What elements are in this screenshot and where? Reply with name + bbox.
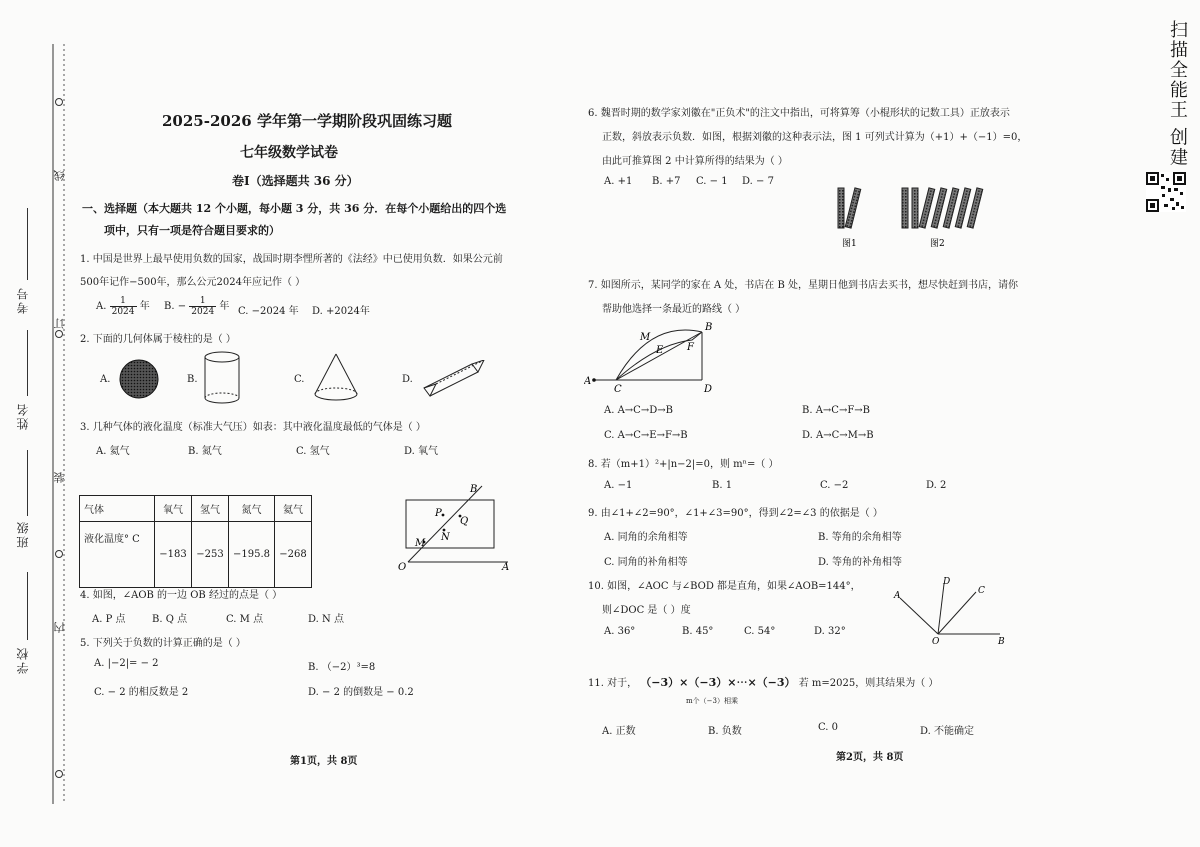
cylinder-figure: [202, 350, 242, 406]
q1-option-c[interactable]: C. −2024 年: [238, 306, 299, 317]
q4-option-c[interactable]: C. M 点: [226, 614, 264, 625]
instructions-line-1: 一、选择题（本大题共 12 个小题，每小题 3 分，共 36 分．在每个小题给出的四个选: [82, 202, 507, 215]
q8-option-d[interactable]: D. 2: [926, 480, 947, 491]
fig4-label-p: P: [435, 508, 442, 519]
scanner-watermark: 扫描全能王 创建: [1167, 20, 1188, 168]
cone-figure: [312, 352, 360, 404]
fig10-label-b: B: [998, 637, 1005, 646]
fig2-caption: 图2: [930, 239, 945, 249]
q11-underbrace-note: m个（−3）相乘: [686, 697, 738, 705]
page-1: [0, 0, 570, 847]
q11-option-c[interactable]: C. 0: [818, 722, 839, 733]
q11-suffix: 若 m=2025，则其结果为（ ）: [798, 678, 939, 689]
angle-aob-figure: [390, 478, 520, 574]
q10-option-d[interactable]: D. 32°: [814, 626, 846, 637]
fig4-label-m: M: [415, 538, 426, 549]
fig7-label-e: E: [656, 345, 664, 356]
q1-option-a[interactable]: A. $\frac{1}{2024}$ 年: [96, 296, 150, 317]
school-label: 学校: [16, 646, 30, 674]
q1-line-2: 500年记作−500年，那么公元2024年应记作（ ）: [80, 277, 306, 288]
right-angles-figure: [892, 574, 1014, 646]
q8-option-a[interactable]: A. −1: [604, 480, 633, 491]
class-label: 班级: [16, 520, 30, 548]
page-1-footer: 第1页，共 8页: [290, 756, 358, 767]
q7-option-a[interactable]: A. A→C→D→B: [604, 405, 673, 416]
fig7-label-f: F: [687, 342, 694, 353]
sphere-figure: [118, 358, 160, 400]
exam-title: 2025-2026 学年第一学期阶段巩固练习题: [162, 112, 452, 130]
q2-option-a[interactable]: A.: [100, 374, 111, 385]
q3-option-b[interactable]: B. 氮气: [188, 446, 222, 457]
q11-option-b[interactable]: B. 负数: [708, 726, 742, 737]
exam-subtitle: 七年级数学试卷: [240, 145, 338, 161]
q8-option-b[interactable]: B. 1: [712, 480, 733, 491]
table-cell: −195.8: [229, 522, 275, 588]
q10-option-a[interactable]: A. 36°: [604, 626, 636, 637]
q3-option-d[interactable]: D. 氧气: [404, 446, 439, 457]
q1-option-b-fraction: $\frac{1}{2024}$: [191, 296, 215, 317]
table-header-cell: 氢气: [192, 496, 229, 522]
q4-option-a[interactable]: A. P 点: [92, 614, 126, 625]
q2-option-d[interactable]: D.: [402, 374, 413, 385]
fig4-label-a: A: [502, 562, 510, 573]
q4-stem: 4. 如图，∠AOB 的一边 OB 经过的点是（ ）: [80, 590, 283, 601]
fig10-label-c: C: [978, 586, 985, 596]
q5-stem: 5. 下列关于负数的计算正确的是（ ）: [80, 638, 246, 649]
fig1-caption: 图1: [842, 239, 857, 249]
fig4-label-q: Q: [460, 516, 469, 527]
fig10-label-o: O: [932, 637, 940, 646]
q9-option-a[interactable]: A. 同角的余角相等: [604, 532, 688, 543]
instructions-line-2: 项中，只有一项是符合题目要求的）: [104, 224, 280, 237]
table-row-label: 液化温度° C: [80, 522, 155, 588]
q1-line-1: 1. 中国是世界上最早使用负数的国家，战国时期李悝所著的《法经》中已使用负数．如果公元前: [80, 254, 503, 265]
q9-option-d[interactable]: D. 等角的补角相等: [818, 557, 903, 568]
fig7-label-c: C: [614, 384, 622, 395]
q3-option-a[interactable]: A. 氦气: [96, 446, 130, 457]
q1-option-a-fraction: $\frac{1}{2024}$: [111, 296, 135, 317]
gas-table: [79, 495, 312, 588]
name-label: 姓名: [16, 402, 30, 430]
fig10-label-a: A: [894, 591, 901, 601]
q6-option-a[interactable]: A. +1: [604, 176, 633, 187]
q2-option-c[interactable]: C.: [294, 374, 305, 385]
q11-prefix: 11. 对于，: [588, 678, 638, 689]
q2-option-b[interactable]: B.: [187, 374, 198, 385]
q10-option-b[interactable]: B. 45°: [682, 626, 714, 637]
q5-option-a[interactable]: A. |−2|= − 2: [94, 658, 159, 669]
fig7-label-d: D: [704, 384, 713, 395]
q3-stem: 3. 几种气体的液化温度（标准大气压）如表：其中液化温度最低的气体是（ ）: [80, 422, 426, 433]
q6-option-c[interactable]: C. − 1: [696, 176, 728, 187]
route-figure: [584, 318, 724, 398]
q9-option-b[interactable]: B. 等角的余角相等: [818, 532, 902, 543]
fig7-label-a: A: [584, 376, 592, 387]
fig10-label-d: D: [943, 577, 951, 587]
q11-expression: （−3）×（−3）×⋯×（−3）: [640, 676, 796, 689]
q11-option-d[interactable]: D. 不能确定: [920, 726, 975, 737]
fig4-label-b: B: [470, 484, 478, 495]
binding-marker-ding: 订: [53, 316, 66, 329]
q5-option-c[interactable]: C. − 2 的相反数是 2: [94, 687, 189, 698]
q7-option-b[interactable]: B. A→C→F→B: [802, 405, 871, 416]
q10-line-1: 10. 如图，∠AOC 与∠BOD 都是直角，如果∠AOB=144°，: [588, 581, 861, 592]
counting-rods-figure: [830, 184, 1010, 250]
exam-number-label: 考号: [16, 286, 30, 314]
q6-line-3: 由此可推算图 2 中计算所得的结果为（ ）: [602, 156, 788, 167]
binding-marker-zhuang: 装: [53, 470, 66, 483]
q5-option-d[interactable]: D. − 2 的倒数是 − 0.2: [308, 687, 414, 698]
table-header-cell: 气体: [80, 496, 155, 522]
fig7-label-m: M: [640, 332, 651, 343]
q4-option-b[interactable]: B. Q 点: [152, 614, 188, 625]
q9-stem: 9. 由∠1+∠2=90°，∠1+∠3=90°，得到∠2=∠3 的依据是（ ）: [588, 508, 883, 519]
q10-line-2: 则∠DOC 是（ ）度: [602, 605, 691, 616]
q7-line-1: 7. 如图所示，某同学的家在 A 处，书店在 B 处，星期日他到书店去买书，想尽快赶到书店，请你: [588, 280, 1019, 291]
q11-option-a[interactable]: A. 正数: [602, 726, 636, 737]
prism-figure: [420, 360, 490, 398]
section-heading: 卷Ⅰ（选择题共 36 分）: [232, 174, 359, 188]
q2-stem: 2. 下面的几何体属于棱柱的是（ ）: [80, 334, 236, 345]
q8-stem: 8. 若（m+1）²+|n−2|=0，则 mⁿ=（ ）: [588, 459, 779, 470]
q6-option-d[interactable]: D. − 7: [742, 176, 774, 187]
q6-line-1: 6. 魏晋时期的数学家刘徽在"正负术"的注文中指出，可将算筹（小棍形状的记数工具）正放表示: [588, 108, 1010, 119]
gas-table-row: [80, 522, 312, 588]
table-header-cell: 氮气: [229, 496, 275, 522]
q3-option-c[interactable]: C. 氢气: [296, 446, 330, 457]
q7-option-c[interactable]: C. A→C→E→F→B: [604, 430, 688, 441]
fig4-label-o: O: [398, 562, 407, 573]
q7-line-2: 帮助他选择一条最近的路线（ ）: [602, 304, 746, 315]
q9-option-c[interactable]: C. 同角的补角相等: [604, 557, 688, 568]
page-2: [580, 0, 1140, 847]
qr-code-icon: [1146, 172, 1186, 212]
page-2-footer: 第2页，共 8页: [836, 752, 904, 763]
fig7-label-b: B: [705, 322, 713, 333]
gas-table-header: [80, 496, 312, 522]
q6-option-b[interactable]: B. +7: [652, 176, 681, 187]
q4-option-d[interactable]: D. N 点: [308, 614, 344, 625]
table-cell: −253: [192, 522, 229, 588]
table-cell: −183: [155, 522, 192, 588]
q8-option-c[interactable]: C. −2: [820, 480, 849, 491]
fig4-label-n: N: [441, 532, 450, 543]
q7-option-d[interactable]: D. A→C→M→B: [802, 430, 874, 441]
binding-marker-xian: 线: [53, 168, 66, 181]
table-header-cell: 氧气: [155, 496, 192, 522]
q1-option-d[interactable]: D. +2024年: [312, 306, 370, 317]
q11-stem: [588, 674, 938, 690]
q5-option-b[interactable]: B. （−2）³=8: [308, 662, 376, 673]
q6-line-2: 正数，斜放表示负数．如图，根据刘徽的这种表示法，图 1 可列式计算为（+1）+（−1）=0，: [602, 132, 1028, 143]
binding-marker-nei: 内: [53, 620, 66, 633]
table-header-cell: 氦气: [275, 496, 312, 522]
q10-option-c[interactable]: C. 54°: [744, 626, 776, 637]
table-cell: −268: [275, 522, 312, 588]
q1-option-b[interactable]: B. − $\frac{1}{2024}$ 年: [164, 296, 230, 317]
